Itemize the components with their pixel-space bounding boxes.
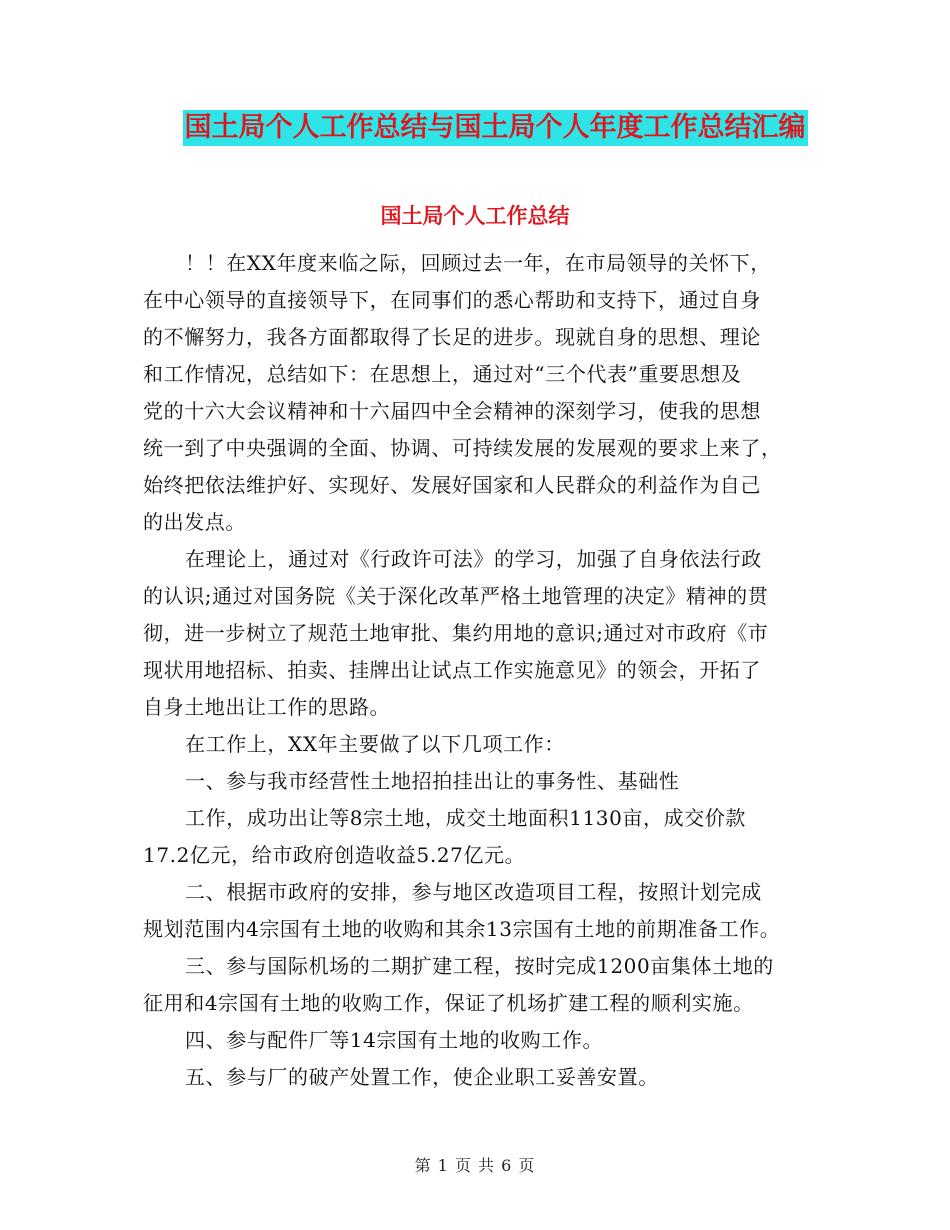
body-line: 二、根据市政府的安排，参与地区改造项目工程，按照计划完成: [185, 880, 762, 904]
body-line: 统一到了中央强调的全面、协调、可持续发展的发展观的要求上来了，: [143, 436, 782, 460]
body-line: 一、参与我市经营性土地招拍挂出让的事务性、基础性: [185, 769, 680, 793]
body-line: 的认识;通过对国务院《关于深化改革严格土地管理的决定》精神的贯: [143, 584, 769, 608]
body-line: 自身土地出让工作的思路。: [143, 695, 391, 719]
body-line: 五、参与厂的破产处置工作，使企业职工妥善安置。: [185, 1065, 659, 1089]
body-line: 工作，成功出让等8宗土地，成交土地面积1130亩，成交价款: [185, 806, 747, 830]
body-line: 规划范围内4宗国有土地的收购和其余13宗国有土地的前期准备工作。: [143, 917, 781, 941]
body-line: 征用和4宗国有土地的收购工作，保证了机场扩建工程的顺利实施。: [143, 991, 754, 1015]
body-line: 在工作上，XX年主要做了以下几项工作：: [185, 732, 565, 756]
body-line: 在理论上，通过对《行政许可法》的学习，加强了自身依法行政: [185, 547, 762, 571]
body-line: 彻，进一步树立了规范土地审批、集约用地的意识;通过对市政府《市: [143, 621, 769, 645]
body-line: 的不懈努力，我各方面都取得了长足的进步。现就自身的思想、理论: [143, 325, 761, 349]
body-line: 的出发点。: [143, 510, 246, 534]
body-line: 三、参与国际机场的二期扩建工程，按时完成1200亩集体土地的: [185, 954, 774, 978]
body-line: 在中心领导的直接领导下，在同事们的悉心帮助和支持下，通过自身: [143, 288, 761, 312]
body-line: 和工作情况，总结如下：在思想上，通过对“三个代表”重要思想及: [143, 362, 742, 386]
page-footer: 第 1 页 共 6 页: [414, 1156, 536, 1175]
body-line: 17.2亿元，给市政府创造收益5.27亿元。: [143, 843, 526, 867]
document-body: [143, 245, 815, 1096]
section-title: 国土局个人工作总结: [380, 204, 570, 228]
body-line: 四、参与配件厂等14宗国有土地的收购工作。: [185, 1028, 604, 1052]
body-line: 现状用地招标、拍卖、挂牌出让试点工作实施意见》的领会，开拓了: [143, 658, 761, 682]
title-container: [0, 110, 950, 146]
body-line: ！！在XX年度来临之际，回顾过去一年，在市局领导的关怀下，: [185, 251, 771, 275]
body-line: 始终把依法维护好、实现好、发展好国家和人民群众的利益作为自己: [143, 473, 761, 497]
body-line: 党的十六大会议精神和十六届四中全会精神的深刻学习，使我的思想: [143, 399, 761, 423]
document-title: 国土局个人工作总结与国土局个人年度工作总结汇编: [183, 110, 808, 146]
